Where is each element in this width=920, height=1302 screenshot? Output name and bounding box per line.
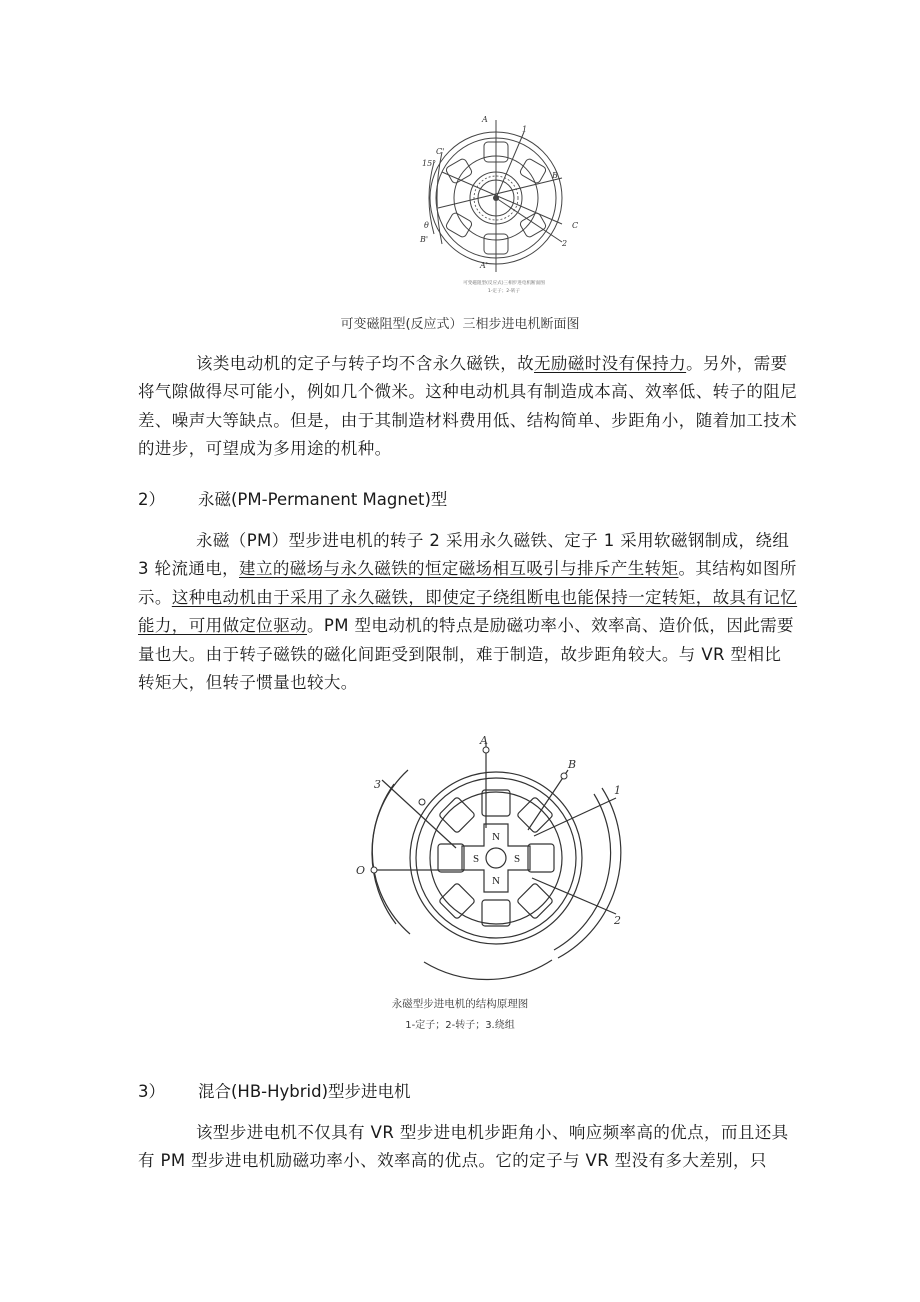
section-3-title: 混合(HB-Hybrid)型步进电机 (198, 1082, 411, 1101)
rotor-n-bottom: N (492, 875, 500, 887)
label-b: B (568, 758, 577, 771)
label-b-prime: B' (420, 235, 429, 244)
label-angle: 15° (422, 159, 437, 168)
rotor-s-right: S (513, 853, 521, 865)
pm-stepper-diagram (352, 728, 622, 990)
figure-vr-stepper (412, 112, 602, 302)
para3-text-1: 该型步进电机不仅具有 VR 型步进电机步距角小、响应频率高的优点，而且还具有 PM 型步进电机励磁功率小、效率高的优点。它的定子与 VR 型没有多大差别，只 (138, 1123, 789, 1171)
label-a: A (482, 115, 488, 124)
label-a: A (480, 734, 488, 747)
para1-text-1: 该类电动机的定子与转子均不含永久磁铁，故 (196, 354, 534, 373)
section-3-number: 3） (138, 1082, 165, 1101)
para2-text-3: 。PM 型电动机的特点是励磁功率小、效率高、造价低，因此需要量也大。由于转子磁铁的磁化间距受到限制，难于制造，故步距角较大。与 VR 型相比转矩大，但转子惯量也较大。 (138, 616, 794, 693)
para2-underlined-2: 这种电动机由于采用了永久磁铁，即使定子绕组断电也能保持一定转矩，故具有记忆能力，可用做定位驱动 (138, 587, 798, 636)
section-2-heading (138, 486, 447, 510)
rotor-n-top: N (492, 831, 500, 843)
label-c-prime: C' (436, 147, 445, 156)
label-1: 1 (614, 784, 621, 797)
para2-underlined-1: 建立的磁场与永久磁铁的恒定磁场相互吸引与排斥产生转矩 (239, 559, 679, 579)
label-c: C (572, 221, 579, 230)
para2-text-1: 永磁（PM）型步进电机的转子 2 采用永久磁铁、定子 1 采用软磁钢制成，绕组 3 轮流通电， (138, 531, 790, 579)
para2-text-2: 。其结构如图所示。 (138, 559, 797, 607)
para1-text-2: 。另外，需要将气隙做得尽可能小，例如几个微米。这种电动机具有制造成本高、效率低、转子的阻尼差、噪声大等缺点。但是，由于其制造材料费用低、结构简单、步距角小，随着加工技术的进步，可望成为多用途的机种。 (138, 354, 798, 459)
label-b: B (552, 171, 558, 180)
label-theta: θ (424, 221, 429, 230)
figure1-caption: 可变磁阻型(反应式）三相步进电机断面图 (340, 317, 580, 332)
label-2: 2 (614, 914, 621, 927)
section-3-heading (138, 1078, 411, 1102)
figure2-caption-1: 永磁型步进电机的结构原理图 (391, 998, 529, 1010)
vr-stepper-diagram (412, 112, 602, 302)
label-1: 1 (522, 125, 528, 134)
figure2-caption-2: 1-定子；2-转子；3.绕组 (405, 1020, 515, 1031)
label-2: 2 (562, 239, 568, 248)
paragraph-vr-description (138, 350, 798, 464)
section-2-title: 永磁(PM-Permanent Magnet)型 (198, 490, 448, 509)
section-2-number: 2） (138, 490, 165, 509)
para1-underlined-1: 无励磁时没有保持力 (534, 354, 687, 373)
figure-pm-stepper (352, 728, 622, 990)
paragraph-hb-description (138, 1119, 798, 1176)
figure1-inner-caption-1: 可变磁阻型(反应式)三相步进电机断面图 (463, 281, 545, 286)
figure1-inner-caption-2: 1-定子；2-转子 (487, 289, 521, 294)
label-o: O (356, 864, 366, 877)
label-3: 3 (374, 778, 381, 791)
rotor-s-left: S (472, 853, 480, 865)
label-a-prime: A' (480, 261, 488, 270)
paragraph-pm-description (138, 527, 798, 697)
